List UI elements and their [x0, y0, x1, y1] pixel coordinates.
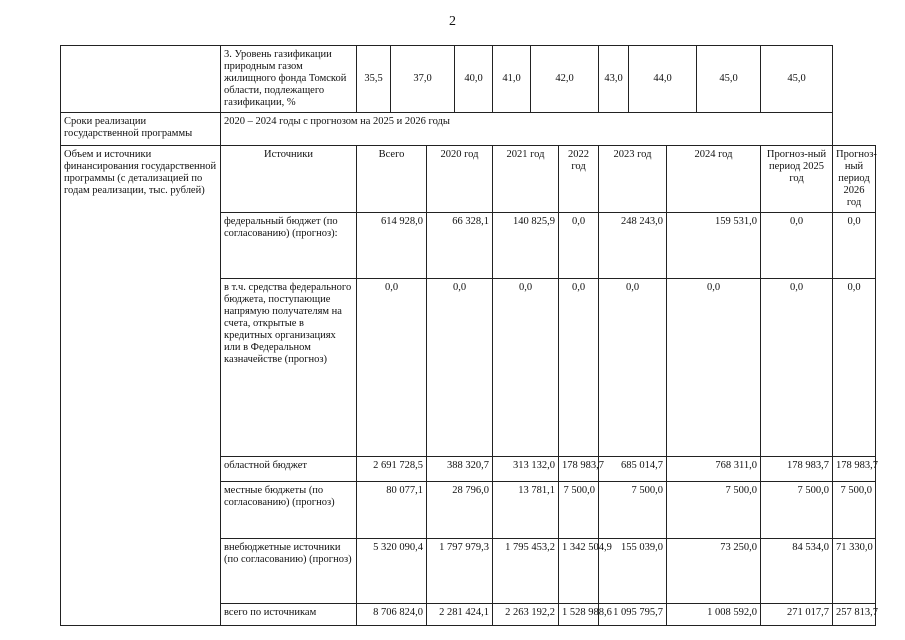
finance-cell: 0,0	[357, 279, 427, 457]
finance-cell: 0,0	[599, 279, 667, 457]
term-label: Сроки реализации государственной программы	[61, 113, 221, 146]
finance-cell: 0,0	[833, 213, 876, 279]
finance-cell: 66 328,1	[427, 213, 493, 279]
finance-cell: 8 706 824,0	[357, 604, 427, 626]
finance-cell: 178 983,7	[833, 457, 876, 482]
program-passport-table	[60, 45, 876, 626]
finance-header: 2024 год	[667, 146, 761, 213]
finance-cell: 155 039,0	[599, 539, 667, 604]
term-value: 2020 – 2024 годы с прогнозом на 2025 и 2026 годы	[221, 113, 833, 146]
indicator-value: 41,0	[493, 46, 531, 113]
finance-cell: 0,0	[761, 279, 833, 457]
finance-cell: 1 008 592,0	[667, 604, 761, 626]
finance-cell: 0,0	[427, 279, 493, 457]
finance-cell: 271 017,7	[761, 604, 833, 626]
indicator-value: 42,0	[531, 46, 599, 113]
finance-label: Объем и источники финансирования государственной программы (с детализацией по годам реализации, тыс. рублей)	[61, 146, 221, 626]
finance-header: 2021 год	[493, 146, 559, 213]
finance-cell: 7 500,0	[833, 482, 876, 539]
indicator-value: 37,0	[391, 46, 455, 113]
indicator-label: 3. Уровень газификации природным газом жилищного фонда Томской области, подлежащего газификации, %	[221, 46, 357, 113]
finance-cell: 7 500,0	[667, 482, 761, 539]
finance-cell: 614 928,0	[357, 213, 427, 279]
finance-cell: 1 095 795,7	[599, 604, 667, 626]
finance-header: 2022 год	[559, 146, 599, 213]
indicator-value: 43,0	[599, 46, 629, 113]
finance-cell: 2 281 424,1	[427, 604, 493, 626]
indicator-row	[61, 46, 876, 113]
finance-header: Всего	[357, 146, 427, 213]
finance-source: всего по источникам	[221, 604, 357, 626]
finance-source: федеральный бюджет (по согласованию) (прогноз):	[221, 213, 357, 279]
finance-cell: 140 825,9	[493, 213, 559, 279]
finance-cell: 257 813,7	[833, 604, 876, 626]
finance-header: Источники	[221, 146, 357, 213]
finance-cell: 28 796,0	[427, 482, 493, 539]
finance-cell: 1 797 979,3	[427, 539, 493, 604]
finance-cell: 2 691 728,5	[357, 457, 427, 482]
finance-cell: 71 330,0	[833, 539, 876, 604]
finance-cell: 178 983,7	[761, 457, 833, 482]
finance-cell: 0,0	[667, 279, 761, 457]
finance-cell: 13 781,1	[493, 482, 559, 539]
finance-cell: 7 500,0	[599, 482, 667, 539]
indicator-value: 45,0	[761, 46, 833, 113]
finance-header: Прогноз-ный период 2025 год	[761, 146, 833, 213]
finance-cell: 685 014,7	[599, 457, 667, 482]
finance-cell: 1 342 504,9	[559, 539, 599, 604]
finance-header-row	[61, 146, 876, 213]
finance-cell: 7 500,0	[761, 482, 833, 539]
finance-cell: 388 320,7	[427, 457, 493, 482]
finance-header: 2020 год	[427, 146, 493, 213]
finance-cell: 178 983,7	[559, 457, 599, 482]
finance-header: Прогноз-ный период 2026 год	[833, 146, 876, 213]
finance-cell: 248 243,0	[599, 213, 667, 279]
finance-cell: 313 132,0	[493, 457, 559, 482]
finance-cell: 7 500,0	[559, 482, 599, 539]
indicator-value: 44,0	[629, 46, 697, 113]
indicator-value: 40,0	[455, 46, 493, 113]
finance-cell: 1 528 988,6	[559, 604, 599, 626]
finance-cell: 768 311,0	[667, 457, 761, 482]
finance-source: местные бюджеты (по согласованию) (прогноз)	[221, 482, 357, 539]
finance-cell: 0,0	[761, 213, 833, 279]
finance-cell: 0,0	[559, 279, 599, 457]
indicator-left-empty	[61, 46, 221, 113]
finance-cell: 0,0	[833, 279, 876, 457]
finance-cell: 5 320 090,4	[357, 539, 427, 604]
finance-cell: 2 263 192,2	[493, 604, 559, 626]
term-row	[61, 113, 876, 146]
finance-cell: 73 250,0	[667, 539, 761, 604]
finance-header: 2023 год	[599, 146, 667, 213]
finance-cell: 84 534,0	[761, 539, 833, 604]
finance-cell: 0,0	[559, 213, 599, 279]
finance-source: областной бюджет	[221, 457, 357, 482]
finance-cell: 0,0	[493, 279, 559, 457]
finance-cell: 159 531,0	[667, 213, 761, 279]
finance-cell: 80 077,1	[357, 482, 427, 539]
indicator-value: 45,0	[697, 46, 761, 113]
page-number: 2	[449, 14, 456, 29]
indicator-value: 35,5	[357, 46, 391, 113]
finance-source: внебюджетные источники (по согласованию) (прогноз)	[221, 539, 357, 604]
finance-source: в т.ч. средства федерального бюджета, поступающие напрямую получателям на счета, открытые в кредитных организациях или в Федеральном казначействе (прогноз)	[221, 279, 357, 457]
finance-cell: 1 795 453,2	[493, 539, 559, 604]
